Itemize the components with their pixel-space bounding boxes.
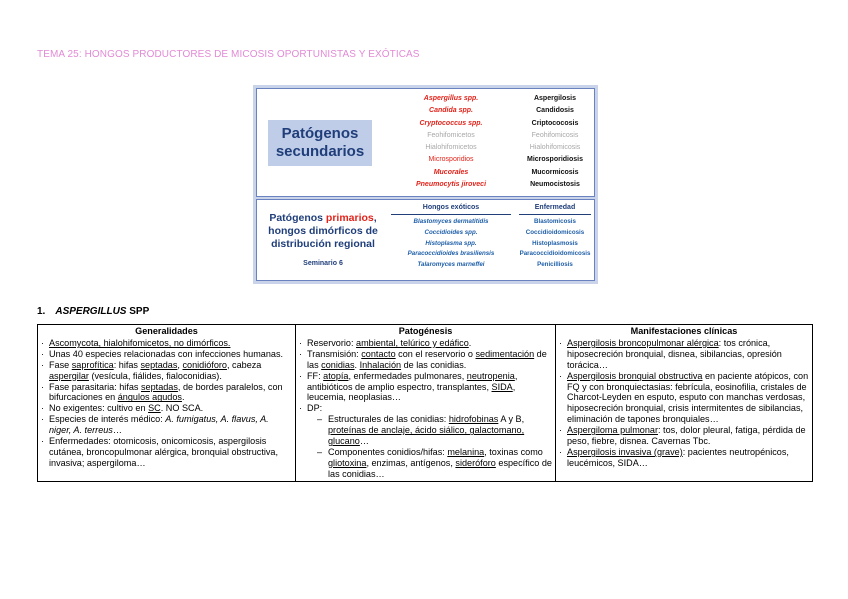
primary-header-pathogen: Hongos exóticos <box>391 201 511 215</box>
primary-pathogen: Blastomyces dermatitidis <box>413 218 489 225</box>
list-item: · Unas 40 especies relacionadas con infecciones humanas. <box>41 349 292 360</box>
sub-list-item: – Componentes conidios/hifas: melanina, toxinas como gliotoxina, enzimas, antígenos, sideróforo específico de las conidias… <box>317 447 552 480</box>
header-patogenesis: Patogénesis <box>296 325 556 337</box>
list-item: · Transmisión: contacto con el reservorio o sedimentación de las conidias. Inhalación de las conidias. <box>299 349 552 371</box>
header-generalidades: Generalidades <box>38 325 296 337</box>
sub-list-item: – Estructurales de las conidias: hidrofobinas A y B, proteínas de anclaje, ácido siálico, galactomano, glucano… <box>317 414 552 447</box>
primary-pathogen: Coccidioides spp. <box>424 228 478 236</box>
list-item: · Enfermedades: otomicosis, onicomicosis, aspergilosis cutánea, broncopulmonar alérgica, bronquial obstructiva, invasiva; aspergiloma… <box>41 436 292 469</box>
secondary-pathogen: Microsporidios <box>428 156 474 164</box>
manifestaciones-cell <box>556 337 813 481</box>
primary-disease: Histoplasmosis <box>532 239 578 247</box>
secondary-disease: Hialohifomicosis <box>529 144 581 152</box>
secondary-disease: Aspergilosis <box>533 95 576 102</box>
primary-pathogen: Histoplasma spp. <box>425 239 477 247</box>
secondary-disease: Microsporidiosis <box>526 156 583 164</box>
list-item: · DP: – Estructurales de las conidias: hidrofobinas A y B, proteínas de anclaje, ácido siálico, galactomano, glucano… – Componentes conidios/hifas: melanina, toxinas como gliotoxina, enzimas, antígenos, sideróforo específico de las conidias… <box>299 403 552 479</box>
list-item: · Fase saprofítica: hifas septadas, conidióforo, cabeza aspergilar (vesícula, fiálides, fialoconidias). <box>41 360 292 382</box>
primary-disease: Penicilliosis <box>537 261 573 269</box>
primary-disease: Coccidioidomicosis <box>525 228 585 236</box>
primary-pathogen: Talaromyces marneffei <box>417 261 485 269</box>
secondary-pathogen: Pneumocytis jiroveci <box>415 181 487 189</box>
header-manifestaciones: Manifestaciones clínicas <box>556 325 813 337</box>
primary-header-disease: Enfermedad <box>519 201 591 215</box>
section-number: 1. <box>37 306 46 317</box>
list-item: · Aspergilosis invasiva (grave): pacientes neutropénicos, leucémicos, SIDA… <box>559 447 809 469</box>
secondary-disease: Criptococosis <box>531 119 579 127</box>
secondary-pathogen: Hialohifomicetos <box>425 144 477 152</box>
secondary-pathogen-column <box>387 93 515 191</box>
primary-pathogen-column <box>387 201 515 271</box>
secondary-pathogens-panel <box>256 88 595 197</box>
primary-disease: Blastomicosis <box>534 218 576 225</box>
section-name: ASPERGILLUS <box>55 306 127 317</box>
primary-title-part2: , <box>373 212 377 224</box>
primary-disease-column <box>515 201 595 271</box>
pathogen-figure <box>253 85 598 284</box>
primary-title <box>265 212 381 251</box>
secondary-disease: Neumocistosis <box>530 181 580 189</box>
generalidades-cell <box>38 337 296 481</box>
primary-title-part1: Patógenos <box>269 212 326 224</box>
primary-disease: Paracoccidioidomicosis <box>519 250 591 258</box>
aspergillus-table <box>37 324 813 482</box>
secondary-pathogen: Aspergillus spp. <box>423 95 479 102</box>
secondary-pathogen: Feohifomicetos <box>427 131 475 139</box>
primary-pathogens-panel <box>256 199 595 281</box>
list-item: · Ascomycota, hialohifomicetos, no dimórficos. <box>41 338 292 349</box>
primary-title-line2: hongos dimórficos de <box>268 225 378 237</box>
section-heading <box>37 306 149 317</box>
primary-title-line3: distribución regional <box>271 238 375 250</box>
list-item: · Aspergilosis bronquial obstructiva en paciente atópicos, con FQ y con bronquiectasias: febrícula, eosinofilia, cristales de Charcot-Leyden en esputo, esputo con manchas verdosas, hiposecreción bronquial, crisis intermitentes de sibilancias, eliminación de tapones bronquiales… <box>559 371 809 426</box>
document-title: TEMA 25: HONGOS PRODUCTORES DE MICOSIS OPORTUNISTAS Y EXÓTICAS <box>37 49 420 60</box>
secondary-disease: Mucormicosis <box>531 168 579 176</box>
secondary-disease: Feohifomicosis <box>531 131 579 139</box>
secondary-title-box <box>268 120 372 166</box>
primary-title-red: primarios <box>325 212 374 224</box>
secondary-pathogen: Candida spp. <box>429 107 473 115</box>
secondary-title-line1: Patógenos <box>281 125 359 142</box>
seminar-label: Seminario 6 <box>303 260 343 267</box>
list-item: · Reservorio: ambiental, telúrico y edáfico. <box>299 338 552 349</box>
list-item: · FF: atopía, enfermedades pulmonares, neutropenia, antibióticos de amplio espectro, transplantes, SIDA, leucemia, neoplasias… <box>299 371 552 404</box>
secondary-disease-column <box>515 93 595 191</box>
secondary-pathogen: Cryptococcus spp. <box>419 119 483 127</box>
list-item: · Fase parasitaria: hifas septadas, de bordes paralelos, con bifurcaciones en ángulos agudos. <box>41 382 292 404</box>
secondary-pathogen: Mucorales <box>433 168 469 176</box>
list-item: · Especies de interés médico: A. fumigatus, A. flavus, A. niger, A. terreus… <box>41 414 292 436</box>
list-item: · Aspergiloma pulmonar: tos, dolor pleural, fatiga, pérdida de peso, fiebre, disnea. Cavernas Tbc. <box>559 425 809 447</box>
patogenesis-cell <box>296 337 556 481</box>
primary-pathogen: Paracoccidioides brasiliensis <box>407 250 495 258</box>
section-suffix: SPP <box>126 306 150 317</box>
secondary-title-line2: secundarios <box>275 143 365 160</box>
secondary-disease: Candidosis <box>536 107 574 115</box>
list-item: · Aspergilosis broncopulmonar alérgica: tos crónica, hiposecreción bronquial, disnea, sibilancias, opresión torácica… <box>559 338 809 371</box>
list-item: · No exigentes: cultivo en SC. NO SCA. <box>41 403 292 414</box>
